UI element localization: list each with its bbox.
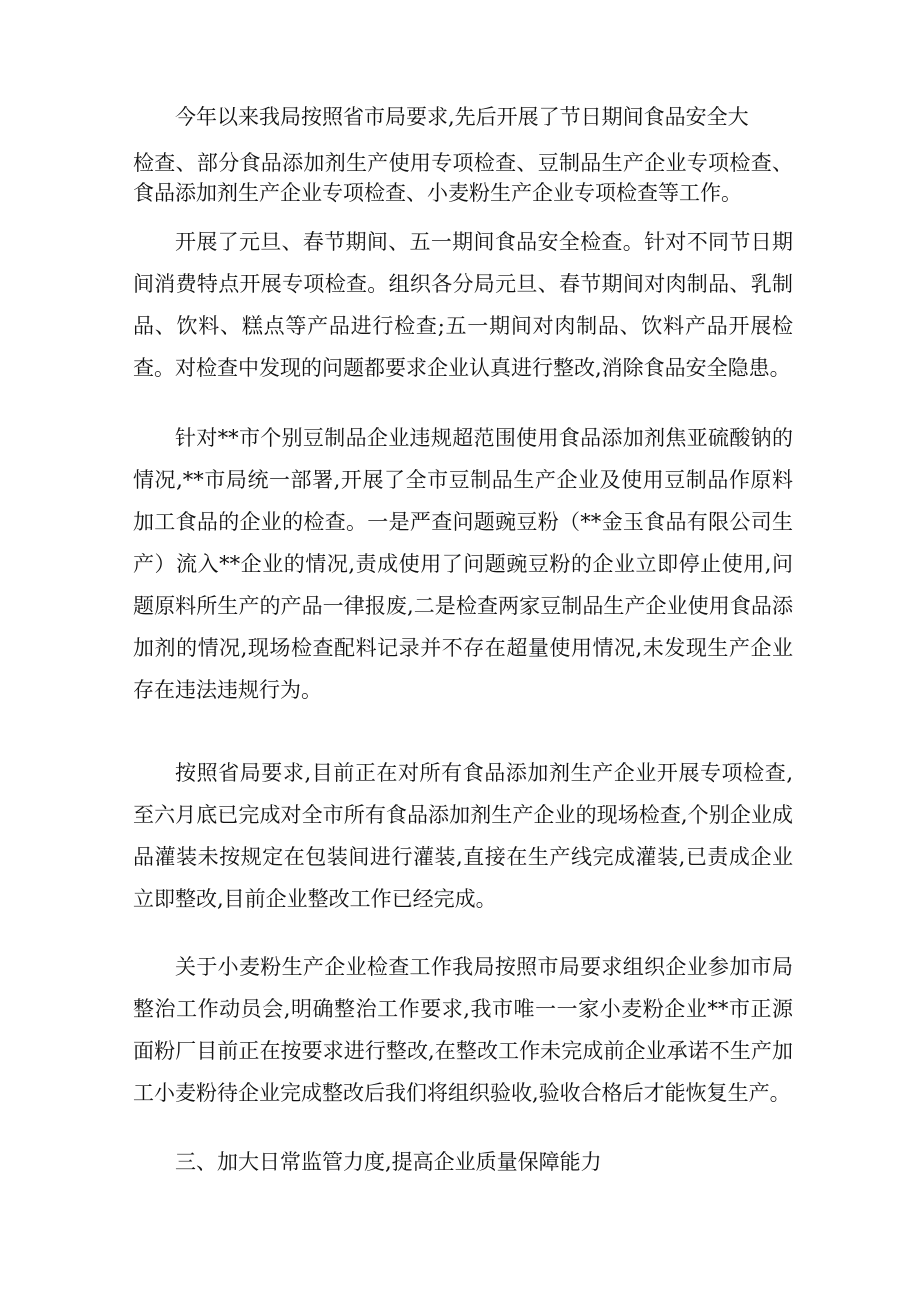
paragraph-flour-inspection: 关于小麦粉生产企业检查工作我局按照市局要求组织企业参加市局整治工作动员会,明确整治工作要求,我市唯一一家小麦粉企业**市正源面粉厂目前正在按要求进行整改,在整改工作未完成前企业承诺不生产加工小麦粉待企业完成整改后我们将组织验收,验收合格后才能恢复生产。: [133, 955, 793, 1105]
paragraph-intro-continued: 检查、部分食品添加剂生产使用专项检查、豆制品生产企业专项检查、食品添加剂生产企业专项检查、小麦粉生产企业专项检查等工作。: [133, 151, 793, 205]
intro-line-1: 今年以来我局按照省市局要求,先后开展了节日期间食品安全大: [175, 105, 749, 129]
paragraph-additive-inspection: 按照省局要求,目前正在对所有食品添加剂生产企业开展专项检查,至六月底已完成对全市所有食品添加剂生产企业的现场检查,个别企业成品灌装未按规定在包装间进行灌装,直接在生产线完成灌装,已责成企业立即整改,目前企业整改工作已经完成。: [133, 761, 793, 911]
paragraph-intro-first-line: [133, 96, 793, 138]
paragraph-holiday-inspection: 开展了元旦、春节期间、五一期间食品安全检查。针对不同节日期间消费特点开展专项检查。组织各分局元旦、春节期间对肉制品、乳制品、饮料、糕点等产品进行检查;五一期间对肉制品、饮料产品开展检查。对检查中发现的问题都要求企业认真进行整改,消除食品安全隐患。: [133, 230, 793, 380]
paragraph-bean-products-inspection: 针对**市个别豆制品企业违规超范围使用食品添加剂焦亚硫酸钠的情况,**市局统一部署,开展了全市豆制品生产企业及使用豆制品作原料加工食品的企业的检查。一是严查问题豌豆粉（**金玉食品有限公司生产）流入**企业的情况,责成使用了问题豌豆粉的企业立即停止使用,问题原料所生产的产品一律报废,二是检查两家豆制品生产企业使用食品添加剂的情况,现场检查配料记录并不存在超量使用情况,未发现生产企业存在违法违规行为。: [133, 426, 793, 702]
section-heading-three: 三、加大日常监管力度,提高企业质量保障能力: [175, 1150, 602, 1174]
